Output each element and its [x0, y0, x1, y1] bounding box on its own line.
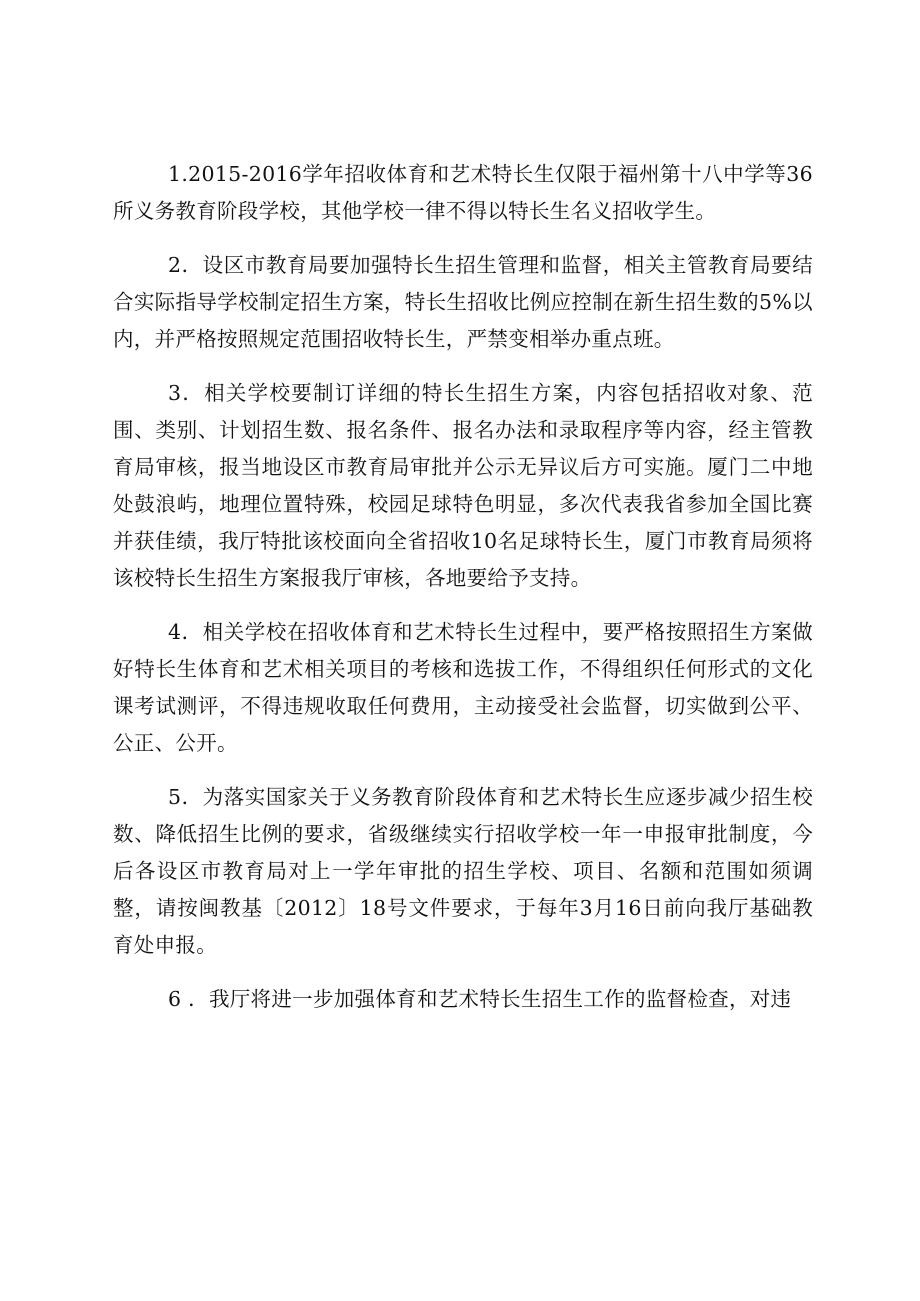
paragraph-item-2: 2．设区市教育局要加强特长生招生管理和监督，相关主管教育局要结合实际指导学校制定招生方案，特长生招收比例应控制在新生招生数的5%以内，并严格按照规定范围招收特长生，严禁变相举办重点班。: [113, 253, 813, 351]
paragraph-item-3: 3．相关学校要制订详细的特长生招生方案，内容包括招收对象、范围、类别、计划招生数、报名条件、报名办法和录取程序等内容，经主管教育局审核，报当地设区市教育局审批并公示无异议后方可实施。厦门二中地处鼓浪屿，地理位置特殊，校园足球特色明显，多次代表我省参加全国比赛并获佳绩，我厅特批该校面向全省招收10名足球特长生，厦门市教育局须将该校特长生招生方案报我厅审核，各地要给予支持。: [113, 381, 813, 590]
paragraph-item-4: 4．相关学校在招收体育和艺术特长生过程中，要严格按照招生方案做好特长生体育和艺术相关项目的考核和选拔工作，不得组织任何形式的文化课考试测评，不得违规收取任何费用，主动接受社会监督，切实做到公平、公正、公开。: [113, 620, 813, 755]
document-body: [113, 156, 813, 1035]
paragraph-item-6: 6 ．我厅将进一步加强体育和艺术特长生招生工作的监督检查，对违: [168, 987, 792, 1011]
paragraph-item-1: 1.2015-2016学年招收体育和艺术特长生仅限于福州第十八中学等36所义务教育阶段学校，其他学校一律不得以特长生名义招收学生。: [113, 162, 813, 223]
paragraph-item-5: 5．为落实国家关于义务教育阶段体育和艺术特长生应逐步减少招生校数、降低招生比例的要求，省级继续实行招收学校一年一申报审批制度，今后各设区市教育局对上一学年审批的招生学校、项目、名额和范围如须调整，请按闽教基〔2012〕18号文件要求，于每年3月16日前向我厅基础教育处申报。: [113, 785, 813, 957]
